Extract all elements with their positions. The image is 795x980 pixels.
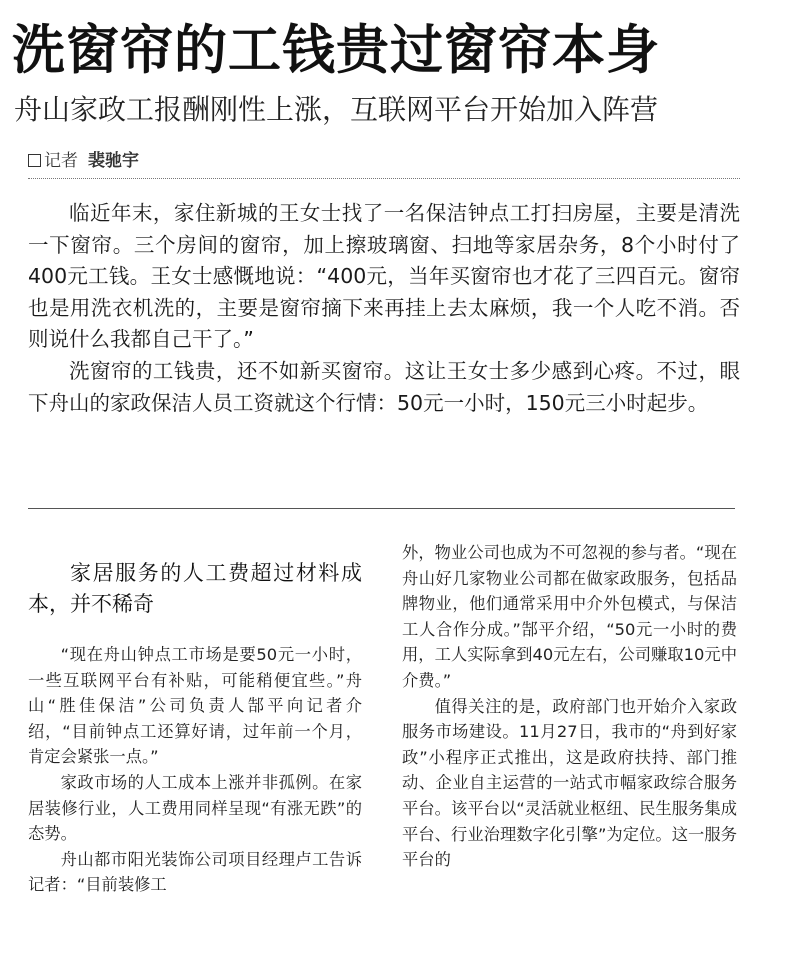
right-column	[402, 540, 737, 873]
section-divider	[28, 508, 735, 509]
byline-label: 记者	[44, 151, 78, 171]
headline: 洗窗帘的工钱贵过窗帘本身	[12, 20, 660, 81]
body-paragraph: 家政市场的人工成本上涨并非孤例。在家居装修行业，人工费用同样呈现“有涨无跌”的态势。	[28, 772, 362, 844]
lead-paragraph: 临近年末，家住新城的王女士找了一名保洁钟点工打扫房屋，主要是清洗一下窗帘。三个房间的窗帘，加上擦玻璃窗、扫地等家居杂务，8个小时付了400元工钱。王女士感慨地说：“400元，当年买窗帘也才花了三四百元。窗帘也是用洗衣机洗的，主要是窗帘摘下来再挂上去太麻烦，我一个人吃不消。否则说什么我都自己干了。”	[28, 201, 740, 352]
subheadline: 舟山家政工报酬刚性上涨，互联网平台开始加入阵营	[14, 93, 659, 126]
left-column	[28, 558, 362, 898]
byline	[28, 148, 139, 174]
byline-author: 裴驰宇	[88, 151, 139, 171]
body-paragraph: 值得关注的是，政府部门也开始介入家政服务市场建设。11月27日，我市的“舟到好家政”小程序正式推出，这是政府扶持、部门推动、企业自主运营的一站式市幅家政综合服务平台。该平台以“灵活就业枢纽、民生服务集成平台、行业治理数字化引擎”为定位。这一服务平台的	[402, 696, 737, 870]
lead-paragraph: 洗窗帘的工钱贵，还不如新买窗帘。这让王女士多少感到心疼。不过，眼下舟山的家政保洁人员工资就这个行情：50元一小时，150元三小时起步。	[28, 358, 740, 415]
body-paragraph: “现在舟山钟点工市场是要50元一小时，一些互联网平台有补贴，可能稍便宜些。”舟山“胜佳保洁”公司负责人郜平向记者介绍，“目前钟点工还算好请，过年前一个月，肯定会紧张一点。”	[28, 645, 362, 767]
body-paragraph: 外，物业公司也成为不可忽视的参与者。“现在舟山好几家物业公司都在做家政服务，包括品牌物业，他们通常采用中介外包模式，与保洁工人合作分成。”郜平介绍，“50元一小时的费用，工人实际拿到40元左右，公司赚取10元中介费。”	[402, 543, 737, 690]
body-paragraph: 舟山都市阳光装饰公司项目经理卢工告诉记者：“目前装修工	[28, 849, 362, 895]
section-heading: 家居服务的人工费超过材料成本，并不稀奇	[28, 561, 362, 616]
lead-section	[28, 198, 740, 419]
byline-box-marker	[28, 154, 41, 167]
byline-divider	[28, 178, 740, 179]
